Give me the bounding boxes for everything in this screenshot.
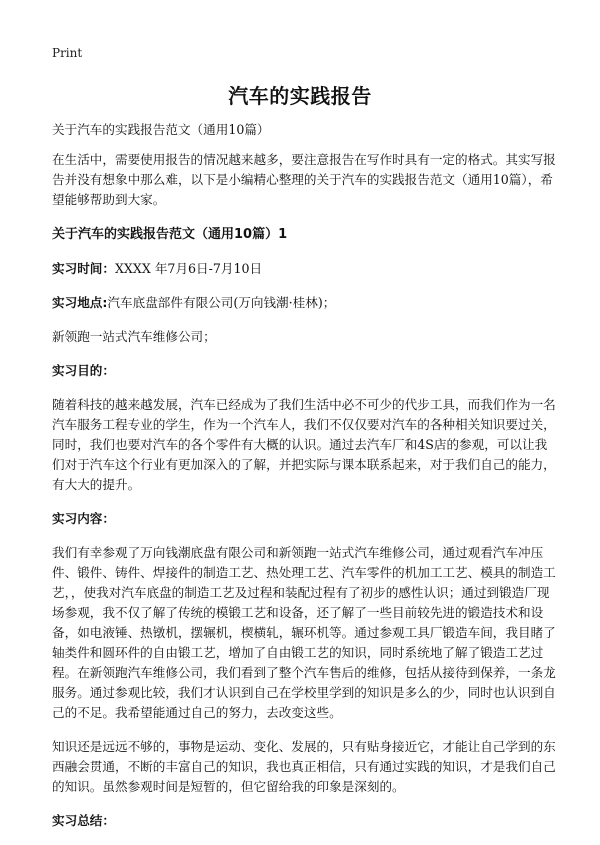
internship-place-2: 新领跑一站式汽车维修公司； xyxy=(52,329,216,344)
internship-time xyxy=(52,259,556,279)
intro-paragraph: 在生活中，需要使用报告的情况越来越多，要注意报告在写作时具有一定的格式。其实写报告并没有想象中那么难，以下是小编精心整理的关于汽车的实践报告范文（通用10篇），希望能够帮助到大家。 xyxy=(52,152,556,207)
page-title: 汽车的实践报告 xyxy=(228,84,372,108)
time-value: XXXX 年7月6日-7月10日 xyxy=(114,261,263,276)
content-heading xyxy=(52,509,556,529)
purpose-heading xyxy=(52,361,556,381)
content-paragraph: 我们有幸参观了万向钱潮底盘有限公司和新领跑一站式汽车维修公司，通过观看汽车冲压件、锻件、铸件、焊接件的制造工艺、热处理工艺、汽车零件的机加工工艺、模具的制造工艺，，使我对汽车底盘的制造工艺及过程和装配过程有了初步的感性认识；通过到锻造厂现场参观，我不仅了解了传统的模锻工艺和设备，还了解了一些目前较先进的锻造技术和设备，如电液锤、热镦机，摆辗机，楔横轧，辗环机等。通过参观工具厂锻造车间，我目睹了轴类件和圆环件的自由锻工艺，增加了自由锻工艺的知识，同时系统地了解了锻造工艺过程。在新领跑汽车维修公司，我们看到了整个汽车售后的维修，包括从接待到保养，一条龙服务。通过参观比较，我们才认识到自己在学校里学到的知识是多么的少，同时也认识到自己的不足。我希望能通过自己的努力，去改变这些。 xyxy=(52,545,556,720)
document-subtitle: 关于汽车的实践报告范文（通用10篇） xyxy=(52,122,270,137)
summary-heading xyxy=(52,811,556,831)
knowledge-paragraph: 知识还是远远不够的，事物是运动、变化、发展的，只有贴身接近它，才能让自己学到的东西融会贯通，不断的丰富自己的知识，我也真正相信，只有通过实践的知识，才是我们自己的知识。虽然参观时间是短暂的，但它留给我的印象是深刻的。 xyxy=(52,739,556,794)
internship-place xyxy=(52,293,556,313)
print-link[interactable]: Print xyxy=(52,46,83,60)
time-label: 实习时间： xyxy=(52,261,115,276)
purpose-paragraph: 随着科技的越来越发展，汽车已经成为了我们生活中必不可少的代步工具，而我们作为一名汽车服务工程专业的学生，作为一个汽车人，我们不仅仅要对汽车的各种相关知识要过关，同时，我们也要对汽车的各个零件有大概的认识。通过去汽车厂和4S店的参观，可以让我们对于汽车这个行业有更加深入的了解，并把实际与课本联系起来，对于我们自己的能力，有大大的提升。 xyxy=(52,397,556,492)
place-value: 汽车底盘部件有限公司(万向钱潮·桂林)； xyxy=(107,295,336,310)
section-heading: 关于汽车的实践报告范文（通用10篇）1 xyxy=(52,227,288,242)
summary-label: 实习总结： xyxy=(52,813,115,828)
place-label: 实习地点: xyxy=(52,295,108,310)
content-label: 实习内容： xyxy=(52,511,115,526)
purpose-label: 实习目的： xyxy=(52,363,115,378)
document-body xyxy=(52,120,556,845)
